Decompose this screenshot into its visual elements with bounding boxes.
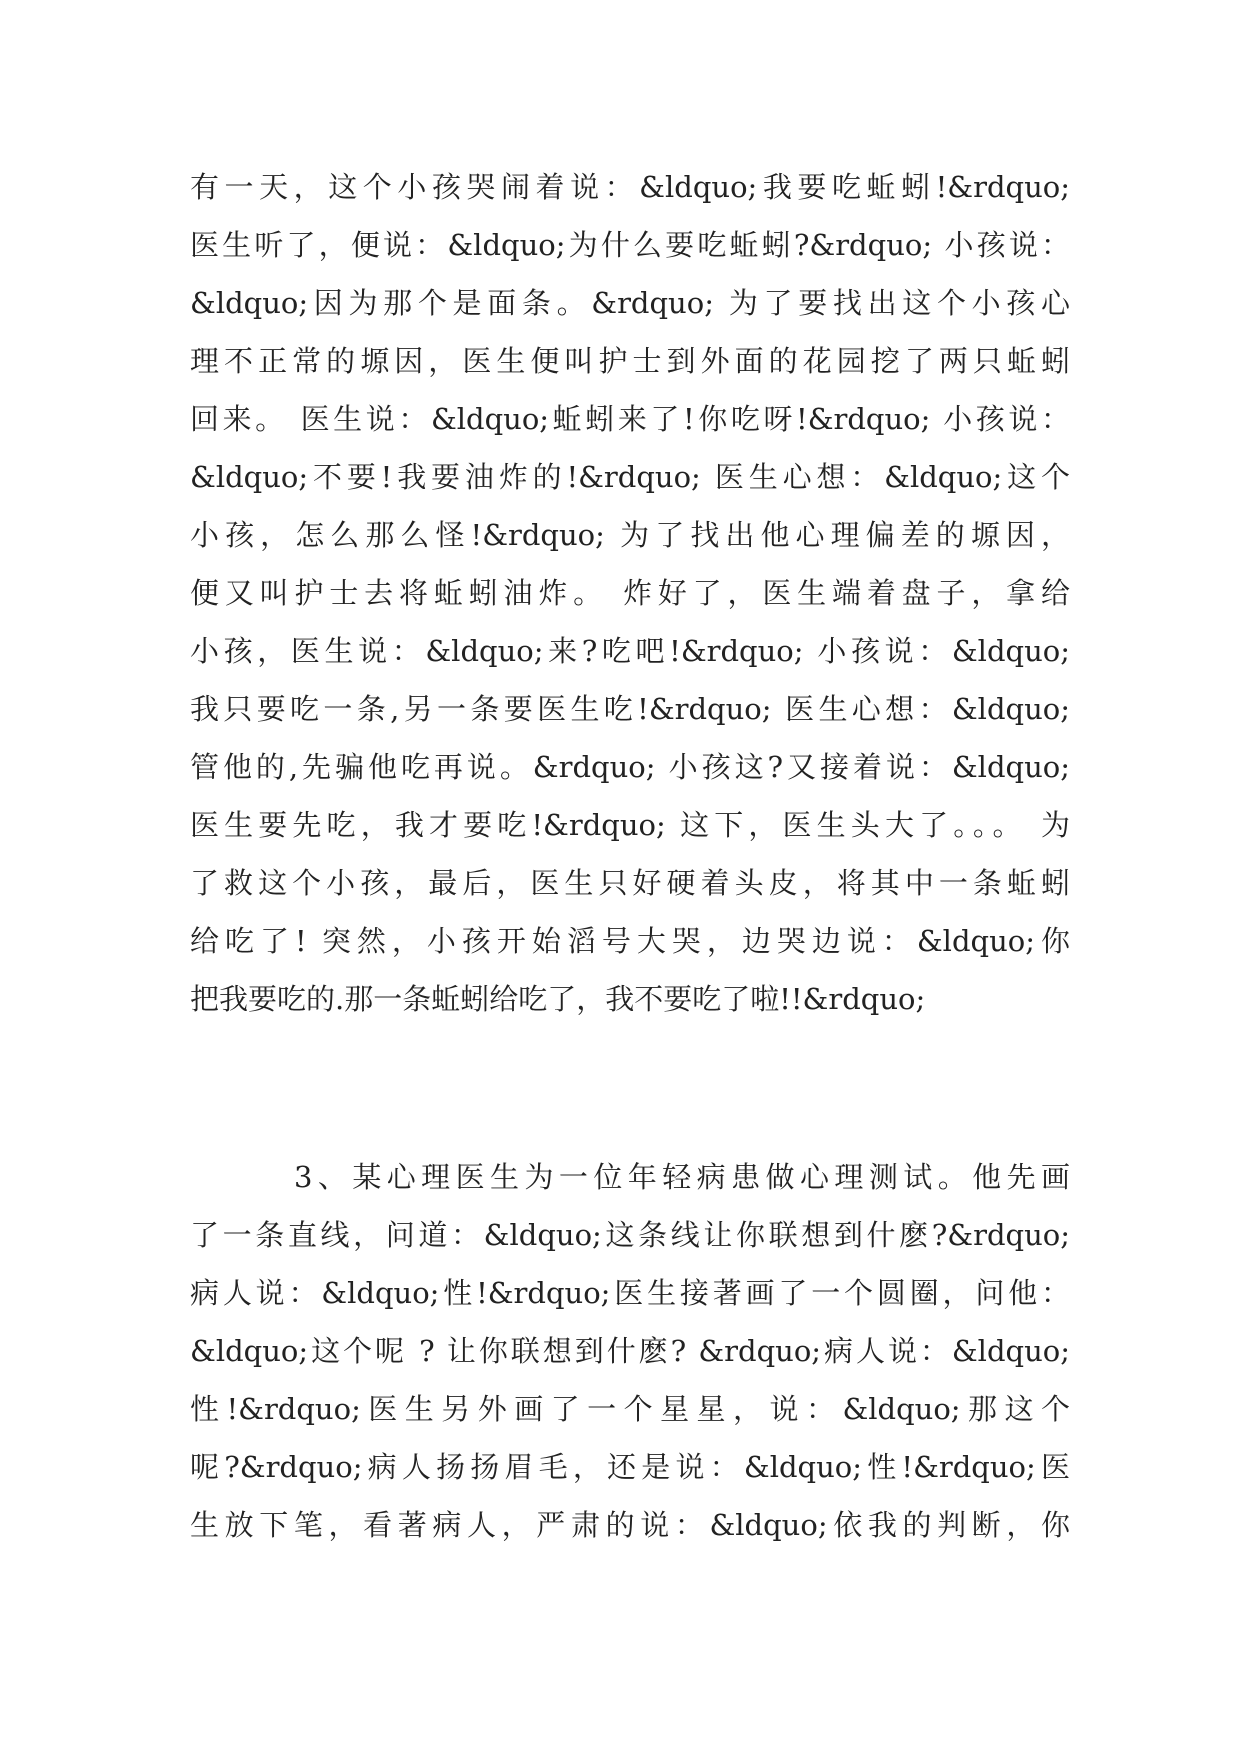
text-line: 回来。 医生说：&ldquo;蚯蚓来了!你吃呀!&rdquo; 小孩说： [190, 402, 1070, 436]
paragraph-story [190, 158, 1070, 1028]
text-line: 医生听了，便说：&ldquo;为什么要吃蚯蚓?&rdquo; 小孩说： [190, 228, 1070, 262]
text-line: 把我要吃的.那一条蚯蚓给吃了，我不要吃了啦!!&rdquo; [190, 982, 926, 1016]
text-line: 理不正常的塬因，医生便叫护士到外面的花园挖了两只蚯蚓 [190, 344, 1070, 378]
text-line: 管他的,先骗他吃再说。&rdquo; 小孩这?又接着说：&ldquo; [190, 750, 1070, 784]
text-line: 呢?&rdquo;病人扬扬眉毛，还是说：&ldquo;性!&rdquo;医 [190, 1450, 1070, 1484]
text-line: 了救这个小孩，最后，医生只好硬着头皮，将其中一条蚯蚓 [190, 866, 1070, 900]
text-line: &ldquo;这个呢 ? 让你联想到什麽? &rdquo;病人说：&ldquo; [190, 1334, 1070, 1368]
paragraph-joke-3 [190, 1148, 1070, 1554]
text-line: 给吃了! 突然，小孩开始滔号大哭，边哭边说：&ldquo;你 [190, 924, 1070, 958]
text-line: 有一天，这个小孩哭闹着说：&ldquo;我要吃蚯蚓!&rdquo; [190, 170, 1070, 204]
text-line: 了一条直线，问道：&ldquo;这条线让你联想到什麽?&rdquo; [190, 1218, 1070, 1252]
text-line: 生放下笔，看著病人，严肃的说：&ldquo;依我的判断，你 [190, 1508, 1070, 1542]
text-line: 3、某心理医生为一位年轻病患做心理测试。他先画 [294, 1160, 1070, 1194]
text-line: &ldquo;因为那个是面条。&rdquo; 为了要找出这个小孩心 [190, 286, 1070, 320]
text-line: 小孩，怎么那么怪!&rdquo; 为了找出他心理偏差的塬因， [190, 518, 1070, 552]
text-line: 性!&rdquo;医生另外画了一个星星，说：&ldquo;那这个 [190, 1392, 1070, 1426]
text-line: 病人说：&ldquo;性!&rdquo;医生接著画了一个圆圈，问他： [190, 1276, 1070, 1310]
text-line: 便又叫护士去将蚯蚓油炸。 炸好了，医生端着盘子，拿给 [190, 576, 1070, 610]
text-line: 小孩，医生说：&ldquo;来?吃吧!&rdquo; 小孩说：&ldquo; [190, 634, 1070, 668]
text-line: 我只要吃一条,另一条要医生吃!&rdquo; 医生心想：&ldquo; [190, 692, 1070, 726]
text-line: 医生要先吃，我才要吃!&rdquo; 这下，医生头大了。。。 为 [190, 808, 1070, 842]
text-line: &ldquo;不要!我要油炸的!&rdquo; 医生心想：&ldquo;这个 [190, 460, 1070, 494]
